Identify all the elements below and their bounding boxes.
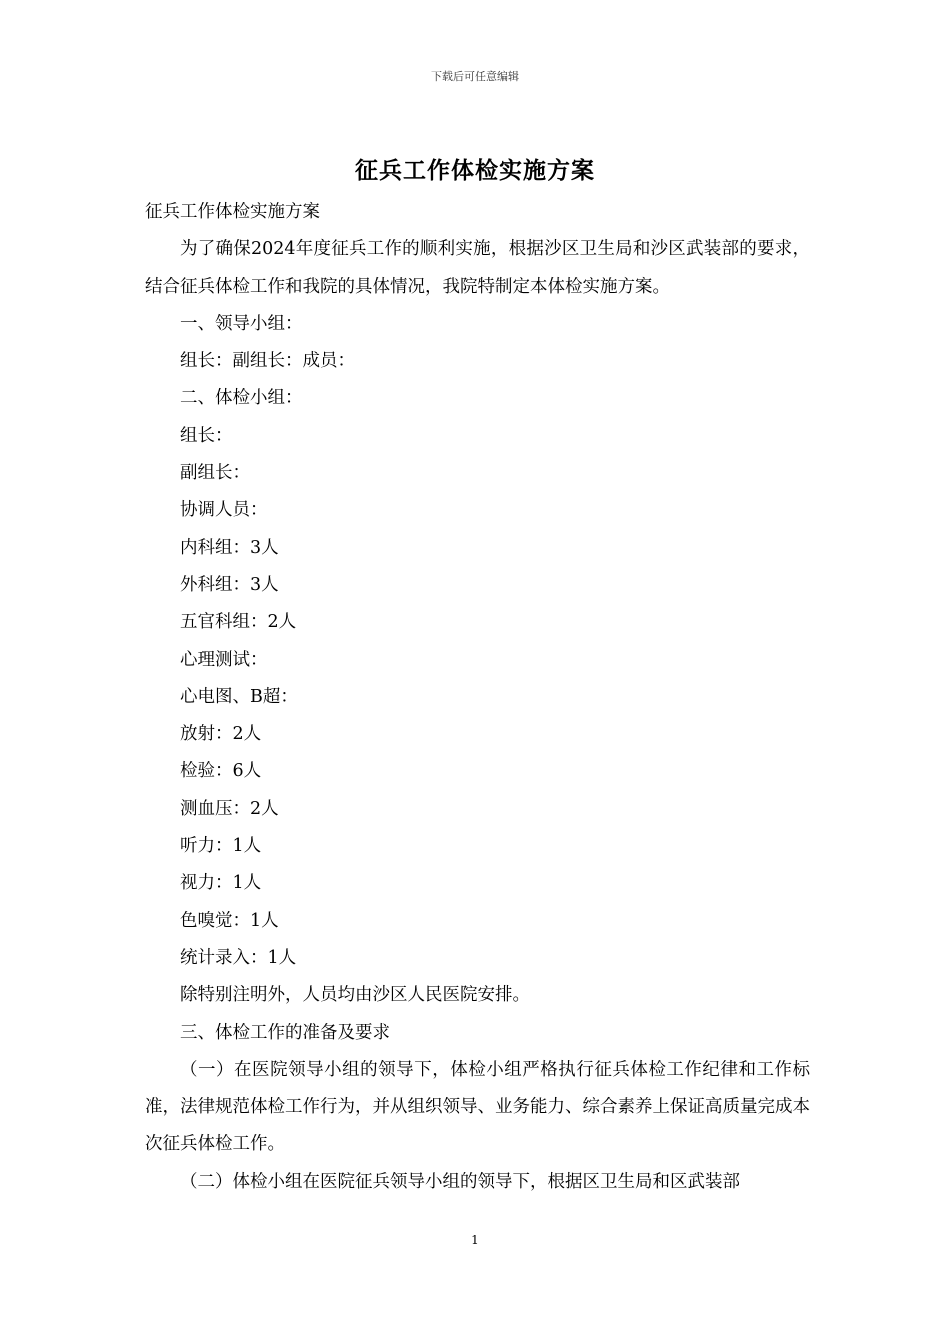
paragraph: 统计录入：1人 bbox=[180, 947, 297, 968]
paragraph: 五官科组：2人 bbox=[180, 612, 297, 633]
paragraph: 三、体检工作的准备及要求 bbox=[180, 1022, 390, 1043]
paragraph: 视力：1人 bbox=[180, 873, 262, 894]
paragraph: 心电图、B超： bbox=[180, 686, 298, 707]
paragraph: 检验：6人 bbox=[180, 761, 262, 782]
document-body bbox=[145, 194, 810, 1201]
paragraph: 放射：2人 bbox=[180, 724, 262, 745]
paragraph: 一、领导小组： bbox=[180, 313, 303, 334]
paragraph: 除特别注明外，人员均由沙区人民医院安排。 bbox=[180, 985, 530, 1006]
paragraph: 组长：副组长：成员： bbox=[180, 351, 355, 372]
paragraph: 二、体检小组： bbox=[180, 388, 303, 409]
header-note: 下载后可任意编辑 bbox=[431, 70, 519, 83]
page-number: 1 bbox=[471, 1233, 479, 1247]
paragraph: 副组长： bbox=[180, 463, 250, 484]
paragraph: 内科组：3人 bbox=[180, 537, 279, 558]
paragraph: 征兵工作体检实施方案 bbox=[145, 202, 320, 222]
paragraph: 心理测试： bbox=[180, 649, 268, 670]
paragraph: 色嗅觉：1人 bbox=[180, 910, 279, 931]
document-title: 征兵工作体检实施方案 bbox=[355, 157, 595, 184]
paragraph: 为了确保2024年度征兵工作的顺利实施，根据沙区卫生局和沙区武装部的要求，结合征兵体检工作和我院的具体情况，我院特制定本体检实施方案。 bbox=[145, 239, 810, 297]
paragraph: 外科组：3人 bbox=[180, 574, 279, 595]
paragraph: 听力：1人 bbox=[180, 836, 262, 857]
paragraph: 协调人员： bbox=[180, 500, 268, 521]
paragraph: 测血压：2人 bbox=[180, 798, 279, 819]
paragraph: （一）在医院领导小组的领导下，体检小组严格执行征兵体检工作纪律和工作标准，法律规范体检工作行为，并从组织领导、业务能力、综合素养上保证高质量完成本次征兵体检工作。 bbox=[145, 1059, 810, 1155]
paragraph: 组长： bbox=[180, 425, 233, 446]
paragraph: （二）体检小组在医院征兵领导小组的领导下，根据区卫生局和区武装部 bbox=[180, 1171, 740, 1192]
